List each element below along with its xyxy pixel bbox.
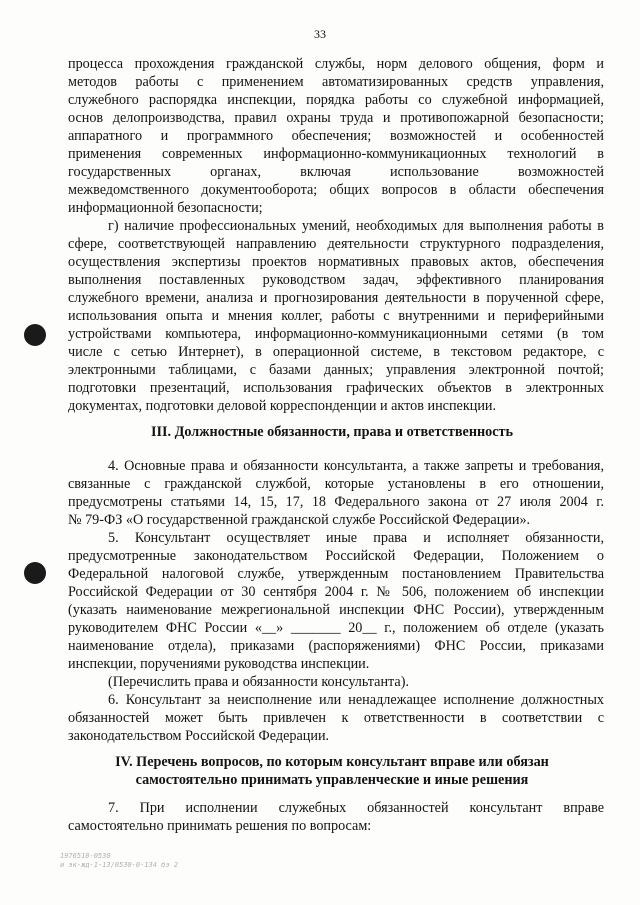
page-number: 33 [314, 27, 326, 41]
text-line: подготовки презентаций, использования графических объектов в электронных [68, 380, 604, 396]
text-line: аппаратного и программного обеспечения; возможностей и особенностей [68, 128, 604, 144]
text-line: г) наличие профессиональных умений, необходимых для выполнения работы в [108, 218, 604, 234]
document-stamp-line: 1976510-0530 [60, 852, 111, 860]
text-line: инспекции, поручениями руководства инспекции. [68, 656, 370, 672]
text-line: основ делопроизводства, правил охраны труда и противопожарной безопасности; [68, 110, 604, 126]
text-line: Федеральной налоговой службе, утвержденным постановлением Правительства [68, 566, 604, 582]
punch-hole-mark [24, 562, 46, 584]
text-line: 7. При исполнении служебных обязанностей консультант вправе [108, 800, 604, 816]
text-line: служебного времени, анализа и прогнозирования деятельности в порученной сфере, [68, 290, 604, 306]
text-line: применения современных информационно-коммуникационных технологий в [68, 146, 604, 162]
text-line: обязанностей может быть привлечен к ответственности в соответствии с [68, 710, 604, 726]
text-line: предусмотрены статьями 14, 15, 17, 18 Федерального закона от 27 июля 2004 г. [68, 494, 604, 510]
text-line: 5. Консультант осуществляет иные права и исполняет обязанности, [108, 530, 604, 546]
text-line: (указать наименование межрегиональной инспекции ФНС России), утвержденным [68, 602, 604, 618]
text-line: служебного распорядка инспекции, порядка работы со служебной информацией, [68, 92, 604, 108]
text-line: (Перечислить права и обязанности консультанта). [108, 674, 410, 690]
text-line: информационной безопасности; [68, 200, 263, 216]
text-line: межведомственного документооборота; общих вопросов в области обеспечения [68, 182, 604, 198]
section-heading: IV. Перечень вопросов, по которым консультант вправе или обязан [115, 754, 549, 770]
text-line: наименование отдела), приказами (распоряжениями) ФНС России, приказами [68, 638, 604, 654]
text-line: документах, подготовки деловой корреспонденции и актов инспекции. [68, 398, 497, 414]
text-line: использования опыта и мнения коллег, работы с внутренними и периферийными [68, 308, 604, 324]
document-stamp-line: и эк-жд-1-13/0530-0-134 бэ 2 [60, 861, 179, 869]
text-line: числе с сетью Интернет), в операционной системе, в текстовом редакторе, с [68, 344, 604, 360]
punch-hole-mark [24, 324, 46, 346]
text-line: устройствами компьютера, информационно-коммуникационными сетями (в том [68, 326, 604, 342]
text-line: законодательством Российской Федерации. [68, 728, 330, 744]
text-line: государственных органах, включая использование возможностей [68, 164, 604, 180]
text-line: 4. Основные права и обязанности консультанта, а также запреты и требования, [108, 458, 604, 474]
text-line: руководителем ФНС России «__» _______ 20__ г., положением об отделе (указать [68, 620, 604, 636]
text-line: Российской Федерации от 30 сентября 2004 г. № 506, положением об инспекции [68, 584, 604, 600]
text-line: связанные с гражданской службой, которые установлены в его отношении, [68, 476, 604, 492]
text-line: выполнения поставленных руководством задач, эффективного планирования [68, 272, 604, 288]
text-line: сфере, соответствующей направлению деятельности структурного подразделения, [68, 236, 604, 252]
text-line: электронными таблицами, с базами данных; управления электронной почтой; [68, 362, 604, 378]
text-line: предусмотренные законодательством Российской Федерации, Положением о [68, 548, 604, 564]
section-heading: III. Должностные обязанности, права и ответственность [150, 424, 514, 440]
text-line: самостоятельно принимать решения по вопросам: [68, 818, 372, 834]
text-line: 6. Консультант за неисполнение или ненадлежащее исполнение должностных [108, 692, 604, 708]
text-line: процесса прохождения гражданской службы, норм делового общения, форм и [68, 56, 604, 72]
text-line: методов работы с применением автоматизированных средств управления, [68, 74, 604, 90]
text-line: № 79-ФЗ «О государственной гражданской службе Российской Федерации». [68, 512, 531, 528]
section-heading: самостоятельно принимать управленческие и иные решения [135, 772, 529, 788]
text-line: осуществления экспертизы проектов нормативных правовых актов, обеспечения [68, 254, 604, 270]
